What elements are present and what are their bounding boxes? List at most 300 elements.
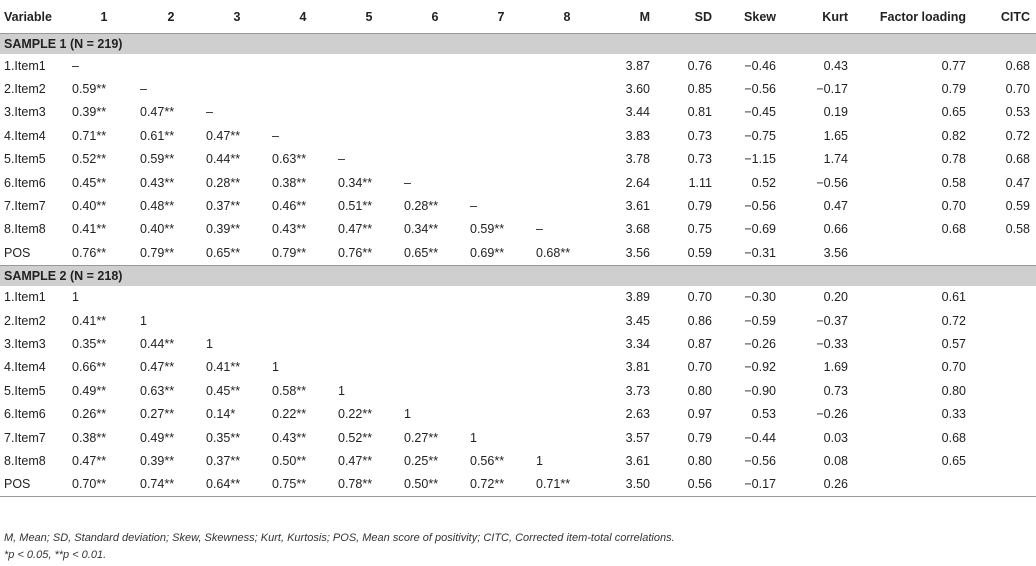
citc-cell — [990, 402, 1036, 425]
variable-cell: 3.Item3 — [4, 105, 46, 120]
skew-cell: −0.59 — [744, 313, 776, 328]
kurt-cell: 0.73 — [823, 383, 848, 398]
correlation-cell: 0.66** — [72, 360, 107, 375]
kurt-cell: 0.47 — [823, 199, 848, 214]
factor-loading-cell: 0.58 — [941, 175, 966, 190]
skew-cell: −0.17 — [720, 473, 784, 497]
mean-cell: 3.73 — [625, 383, 650, 398]
correlation-cell: 0.27** — [140, 407, 175, 422]
variable-cell: 6.Item6 — [4, 175, 46, 190]
sd-cell: 0.70 — [687, 360, 712, 375]
sd-cell: 0.80 — [687, 453, 712, 468]
table-row — [0, 356, 1036, 379]
correlation-cell — [270, 309, 336, 332]
correlation-cell: 1 — [272, 360, 279, 375]
correlation-cell — [468, 402, 534, 425]
correlation-cell: 0.59** — [140, 152, 175, 167]
correlation-cell — [336, 332, 402, 355]
skew-cell: −1.15 — [744, 152, 776, 167]
correlation-cell: 0.25** — [404, 453, 439, 468]
mean-cell: 3.60 — [625, 82, 650, 97]
variable-cell: 2.Item2 — [4, 82, 46, 97]
correlation-cell: 0.76** — [70, 241, 138, 265]
correlation-cell: – — [338, 152, 345, 167]
sample-header-row — [0, 34, 1036, 55]
citc-cell — [990, 241, 1036, 265]
kurt-cell: −0.56 — [816, 175, 848, 190]
correlation-cell: 0.45** — [206, 383, 241, 398]
correlation-cell: 0.76** — [336, 241, 402, 265]
table-row — [0, 54, 1036, 77]
sd-cell: 0.79 — [687, 430, 712, 445]
sd-cell: 0.81 — [687, 105, 712, 120]
sd-cell: 0.75 — [687, 222, 712, 237]
citc-cell — [990, 356, 1036, 379]
correlation-cell: 0.75** — [270, 473, 336, 497]
correlation-cell — [534, 101, 600, 124]
correlation-cell — [336, 101, 402, 124]
factor-loading-cell: 0.68 — [941, 222, 966, 237]
citc-cell — [990, 309, 1036, 332]
skew-cell: −0.26 — [744, 336, 776, 351]
sd-cell: 0.73 — [687, 152, 712, 167]
correlation-cell: 0.59** — [72, 82, 107, 97]
mean-cell: 3.61 — [625, 199, 650, 214]
correlation-cell: 0.52** — [72, 152, 107, 167]
correlation-cell: 0.47** — [72, 453, 107, 468]
column-header: 5 — [336, 0, 402, 34]
factor-loading-cell: 0.82 — [941, 128, 966, 143]
correlation-cell — [402, 124, 468, 147]
correlation-cell: 0.35** — [206, 430, 241, 445]
correlation-cell: 0.79** — [138, 241, 204, 265]
correlation-cell: 0.48** — [140, 199, 175, 214]
variable-cell: POS — [0, 473, 70, 497]
factor-loading-cell: 0.33 — [941, 407, 966, 422]
correlation-cell — [138, 54, 204, 77]
header-row — [0, 0, 1036, 34]
correlation-cell: 0.22** — [272, 407, 307, 422]
kurt-cell: −0.26 — [816, 407, 848, 422]
skew-cell: −0.30 — [744, 290, 776, 305]
correlation-cell — [534, 148, 600, 171]
variable-cell: 1.Item1 — [4, 58, 46, 73]
column-header: Variable — [0, 0, 70, 34]
correlation-cell: 0.39** — [140, 453, 175, 468]
kurt-cell: 1.74 — [823, 152, 848, 167]
correlation-cell: 0.39** — [72, 105, 107, 120]
kurt-cell: 0.43 — [823, 58, 848, 73]
variable-cell: 5.Item5 — [4, 152, 46, 167]
correlation-cell — [270, 54, 336, 77]
correlation-cell — [468, 379, 534, 402]
correlation-cell: 0.45** — [72, 175, 107, 190]
correlation-cell — [534, 356, 600, 379]
correlation-cell — [468, 332, 534, 355]
correlation-cell: 0.71** — [72, 128, 107, 143]
column-header: Factor loading — [856, 0, 990, 34]
skew-cell: −0.31 — [720, 241, 784, 265]
factor-loading-cell: 0.65 — [941, 105, 966, 120]
skew-cell: −0.92 — [744, 360, 776, 375]
citc-cell: 0.47 — [1005, 175, 1030, 190]
mean-cell: 3.68 — [625, 222, 650, 237]
correlation-cell: 1 — [470, 430, 477, 445]
correlation-cell: 0.40** — [72, 199, 107, 214]
column-header: M — [600, 0, 658, 34]
variable-cell: 5.Item5 — [4, 383, 46, 398]
kurt-cell: 3.56 — [784, 241, 856, 265]
table-row — [0, 218, 1036, 241]
citc-cell: 0.68 — [1005, 58, 1030, 73]
correlation-cell — [468, 124, 534, 147]
sample-label: SAMPLE 2 (N = 218) — [0, 265, 1036, 286]
table-row — [0, 124, 1036, 147]
column-header: 2 — [138, 0, 204, 34]
correlation-cell — [336, 309, 402, 332]
kurt-cell: 0.19 — [823, 105, 848, 120]
correlation-cell — [534, 194, 600, 217]
correlation-cell — [534, 332, 600, 355]
correlation-cell: 0.72** — [468, 473, 534, 497]
correlation-cell: 0.43** — [140, 175, 175, 190]
variable-cell: 8.Item8 — [4, 453, 46, 468]
correlation-cell — [468, 54, 534, 77]
variable-cell: 4.Item4 — [4, 128, 46, 143]
correlation-cell — [336, 124, 402, 147]
mean-cell: 3.87 — [625, 58, 650, 73]
factor-loading-cell: 0.68 — [941, 430, 966, 445]
correlation-cell: 0.37** — [206, 199, 241, 214]
correlation-cell: 0.39** — [206, 222, 241, 237]
correlation-cell: 0.49** — [140, 430, 175, 445]
column-header: SD — [658, 0, 720, 34]
correlation-cell — [534, 286, 600, 309]
correlation-cell: 1 — [404, 407, 411, 422]
skew-cell: 0.53 — [751, 407, 776, 422]
kurt-cell: 1.65 — [823, 128, 848, 143]
correlation-cell: 0.61** — [140, 128, 175, 143]
skew-cell: −0.45 — [744, 105, 776, 120]
table-body — [0, 34, 1036, 497]
correlation-cell: 0.37** — [206, 453, 241, 468]
citc-cell — [990, 473, 1036, 497]
skew-cell: 0.52 — [751, 175, 776, 190]
table-row — [0, 241, 1036, 265]
correlation-cell: 0.44** — [206, 152, 241, 167]
correlation-cell: 1 — [140, 313, 147, 328]
factor-loading-cell: 0.61 — [941, 290, 966, 305]
factor-loading-cell: 0.65 — [941, 453, 966, 468]
correlation-cell — [402, 148, 468, 171]
correlation-cell: 0.38** — [272, 175, 307, 190]
citc-cell — [990, 379, 1036, 402]
table-row — [0, 449, 1036, 472]
correlation-cell — [468, 148, 534, 171]
citc-cell — [990, 426, 1036, 449]
factor-loading-cell — [856, 473, 990, 497]
skew-cell: −0.69 — [744, 222, 776, 237]
correlation-cell — [204, 54, 270, 77]
correlation-cell: 0.70** — [70, 473, 138, 497]
correlation-cell — [402, 101, 468, 124]
table-notes — [4, 530, 675, 564]
correlation-cell: 0.56** — [470, 453, 505, 468]
column-header: Kurt — [784, 0, 856, 34]
table-row — [0, 426, 1036, 449]
correlation-cell: 0.38** — [72, 430, 107, 445]
correlation-cell: 0.28** — [206, 175, 241, 190]
mean-cell: 2.63 — [625, 407, 650, 422]
table-row — [0, 473, 1036, 497]
table-row — [0, 286, 1036, 309]
sd-cell: 0.70 — [687, 290, 712, 305]
correlation-cell — [402, 54, 468, 77]
correlation-cell: 0.49** — [72, 383, 107, 398]
correlation-cell — [336, 54, 402, 77]
sample-label: SAMPLE 1 (N = 219) — [0, 34, 1036, 55]
correlation-cell: 0.50** — [272, 453, 307, 468]
mean-cell: 3.56 — [600, 241, 658, 265]
correlation-cell: – — [206, 105, 213, 120]
mean-cell: 3.78 — [625, 152, 650, 167]
correlation-cell: 0.58** — [272, 383, 307, 398]
sd-cell: 1.11 — [688, 175, 712, 190]
correlation-cell: 0.28** — [404, 199, 439, 214]
table-row — [0, 148, 1036, 171]
table-row — [0, 194, 1036, 217]
correlation-cell — [270, 101, 336, 124]
correlation-cell: – — [140, 82, 147, 97]
correlation-cell — [336, 286, 402, 309]
sd-cell: 0.76 — [687, 58, 712, 73]
correlation-cell — [534, 124, 600, 147]
sd-cell: 0.87 — [687, 336, 712, 351]
correlation-cell — [402, 309, 468, 332]
mean-cell: 3.81 — [625, 360, 650, 375]
correlation-cell: – — [272, 128, 279, 143]
factor-loading-cell: 0.70 — [941, 199, 966, 214]
table-row — [0, 101, 1036, 124]
correlation-cell — [336, 356, 402, 379]
sd-cell: 0.85 — [687, 82, 712, 97]
variable-cell: 4.Item4 — [4, 360, 46, 375]
correlation-cell — [468, 171, 534, 194]
factor-loading-cell: 0.77 — [941, 58, 966, 73]
table-row — [0, 309, 1036, 332]
kurt-cell: −0.17 — [816, 82, 848, 97]
correlation-cell: 0.78** — [336, 473, 402, 497]
column-header: 1 — [70, 0, 138, 34]
correlation-cell — [534, 379, 600, 402]
kurt-cell: −0.37 — [816, 313, 848, 328]
column-header: CITC — [990, 0, 1036, 34]
table-row — [0, 332, 1036, 355]
correlation-cell: 0.69** — [468, 241, 534, 265]
correlation-cell — [468, 101, 534, 124]
correlation-cell — [534, 77, 600, 100]
correlation-cell: 0.63** — [140, 383, 175, 398]
variable-cell: 3.Item3 — [4, 336, 46, 351]
citc-cell: 0.58 — [1005, 222, 1030, 237]
correlation-cell: – — [72, 58, 79, 73]
correlation-cell — [534, 54, 600, 77]
skew-cell: −0.44 — [744, 430, 776, 445]
correlation-cell — [138, 286, 204, 309]
column-header: 4 — [270, 0, 336, 34]
correlation-cell: 0.47** — [140, 360, 175, 375]
column-header: 3 — [204, 0, 270, 34]
correlation-cell: 0.27** — [404, 430, 439, 445]
factor-loading-cell — [856, 241, 990, 265]
correlation-cell: 0.47** — [140, 105, 175, 120]
skew-cell: −0.56 — [744, 82, 776, 97]
correlation-cell: 0.47** — [338, 222, 373, 237]
correlation-cell: 0.22** — [338, 407, 373, 422]
kurt-cell: 0.66 — [823, 222, 848, 237]
mean-cell: 3.50 — [600, 473, 658, 497]
skew-cell: −0.75 — [744, 128, 776, 143]
factor-loading-cell: 0.72 — [941, 313, 966, 328]
citc-cell — [990, 286, 1036, 309]
skew-cell: −0.90 — [744, 383, 776, 398]
correlation-cell — [534, 171, 600, 194]
correlation-cell: 0.79** — [270, 241, 336, 265]
correlation-cell — [204, 286, 270, 309]
variable-cell: 2.Item2 — [4, 313, 46, 328]
mean-cell: 2.64 — [625, 175, 650, 190]
correlation-cell: 0.43** — [272, 430, 307, 445]
kurt-cell: −0.33 — [816, 336, 848, 351]
factor-loading-cell: 0.79 — [941, 82, 966, 97]
sample-header-row — [0, 265, 1036, 286]
correlation-cell — [402, 332, 468, 355]
citc-cell: 0.68 — [1005, 152, 1030, 167]
correlation-cell: – — [536, 222, 543, 237]
correlation-cell: 0.34** — [338, 175, 373, 190]
correlation-cell: 1 — [338, 383, 345, 398]
kurt-cell: 0.26 — [784, 473, 856, 497]
column-header: 8 — [534, 0, 600, 34]
sd-cell: 0.80 — [687, 383, 712, 398]
correlation-cell — [468, 286, 534, 309]
correlation-cell: 0.65** — [204, 241, 270, 265]
variable-cell: 7.Item7 — [4, 430, 46, 445]
variable-cell: 7.Item7 — [4, 199, 46, 214]
correlation-cell: 0.71** — [534, 473, 600, 497]
correlation-cell: 0.74** — [138, 473, 204, 497]
correlation-cell — [402, 379, 468, 402]
correlation-cell: 0.47** — [206, 128, 241, 143]
correlation-cell: 0.44** — [140, 336, 175, 351]
citc-cell: 0.72 — [1005, 128, 1030, 143]
table-row — [0, 402, 1036, 425]
correlation-cell — [402, 286, 468, 309]
mean-cell: 3.61 — [625, 453, 650, 468]
correlation-cell — [534, 426, 600, 449]
correlation-cell: – — [470, 199, 477, 214]
correlation-cell — [270, 77, 336, 100]
column-header: 7 — [468, 0, 534, 34]
significance-note: *p < 0.05, **p < 0.01. — [4, 549, 107, 561]
sd-cell: 0.56 — [658, 473, 720, 497]
correlation-cell: 0.59** — [470, 222, 505, 237]
skew-cell: −0.56 — [744, 453, 776, 468]
citc-cell — [990, 449, 1036, 472]
kurt-cell: 0.20 — [823, 290, 848, 305]
correlation-cell — [270, 332, 336, 355]
mean-cell: 3.57 — [625, 430, 650, 445]
correlation-cell — [534, 402, 600, 425]
mean-cell: 3.89 — [625, 290, 650, 305]
sd-cell: 0.97 — [687, 407, 712, 422]
sd-cell: 0.86 — [687, 313, 712, 328]
kurt-cell: 0.03 — [823, 430, 848, 445]
correlation-cell: 0.50** — [402, 473, 468, 497]
column-header: Skew — [720, 0, 784, 34]
correlation-cell: 0.51** — [338, 199, 373, 214]
correlation-cell: – — [404, 175, 411, 190]
correlation-cell: 0.52** — [338, 430, 373, 445]
correlation-cell — [336, 77, 402, 100]
correlation-cell — [402, 77, 468, 100]
correlation-cell: 0.35** — [72, 336, 107, 351]
table-row — [0, 171, 1036, 194]
correlation-cell — [204, 77, 270, 100]
correlation-cell — [204, 309, 270, 332]
correlation-cell: 1 — [536, 453, 543, 468]
correlation-cell: 0.68** — [534, 241, 600, 265]
citc-cell: 0.70 — [1005, 82, 1030, 97]
citc-cell: 0.59 — [1005, 199, 1030, 214]
correlation-cell — [402, 356, 468, 379]
sd-cell: 0.79 — [687, 199, 712, 214]
kurt-cell: 0.08 — [823, 453, 848, 468]
correlation-cell: 0.47** — [338, 453, 373, 468]
correlation-cell — [468, 77, 534, 100]
variable-cell: 1.Item1 — [4, 290, 46, 305]
correlation-cell: 0.43** — [272, 222, 307, 237]
correlation-cell: 1 — [72, 290, 79, 305]
mean-cell: 3.83 — [625, 128, 650, 143]
correlation-cell — [534, 309, 600, 332]
correlation-cell: 0.64** — [204, 473, 270, 497]
mean-cell: 3.34 — [625, 336, 650, 351]
correlation-cell: 0.41** — [72, 222, 107, 237]
citc-cell — [990, 332, 1036, 355]
factor-loading-cell: 0.78 — [941, 152, 966, 167]
table-header — [0, 0, 1036, 34]
correlation-cell — [468, 309, 534, 332]
correlation-cell: 0.46** — [272, 199, 307, 214]
table-row — [0, 77, 1036, 100]
mean-cell: 3.45 — [625, 313, 650, 328]
correlation-cell: 0.41** — [72, 313, 107, 328]
variable-cell: 8.Item8 — [4, 222, 46, 237]
correlation-cell: 0.41** — [206, 360, 241, 375]
skew-cell: −0.46 — [744, 58, 776, 73]
factor-loading-cell: 0.70 — [941, 360, 966, 375]
mean-cell: 3.44 — [625, 105, 650, 120]
correlation-cell: 0.26** — [72, 407, 107, 422]
correlation-cell: 0.40** — [140, 222, 175, 237]
correlation-cell — [468, 356, 534, 379]
skew-cell: −0.56 — [744, 199, 776, 214]
abbreviation-note: M, Mean; SD, Standard deviation; Skew, Skewness; Kurt, Kurtosis; POS, Mean score of positivity; CITC, Corrected item-total correlations. — [4, 532, 675, 544]
correlation-cell — [270, 286, 336, 309]
sd-cell: 0.73 — [687, 128, 712, 143]
factor-loading-cell: 0.57 — [941, 336, 966, 351]
